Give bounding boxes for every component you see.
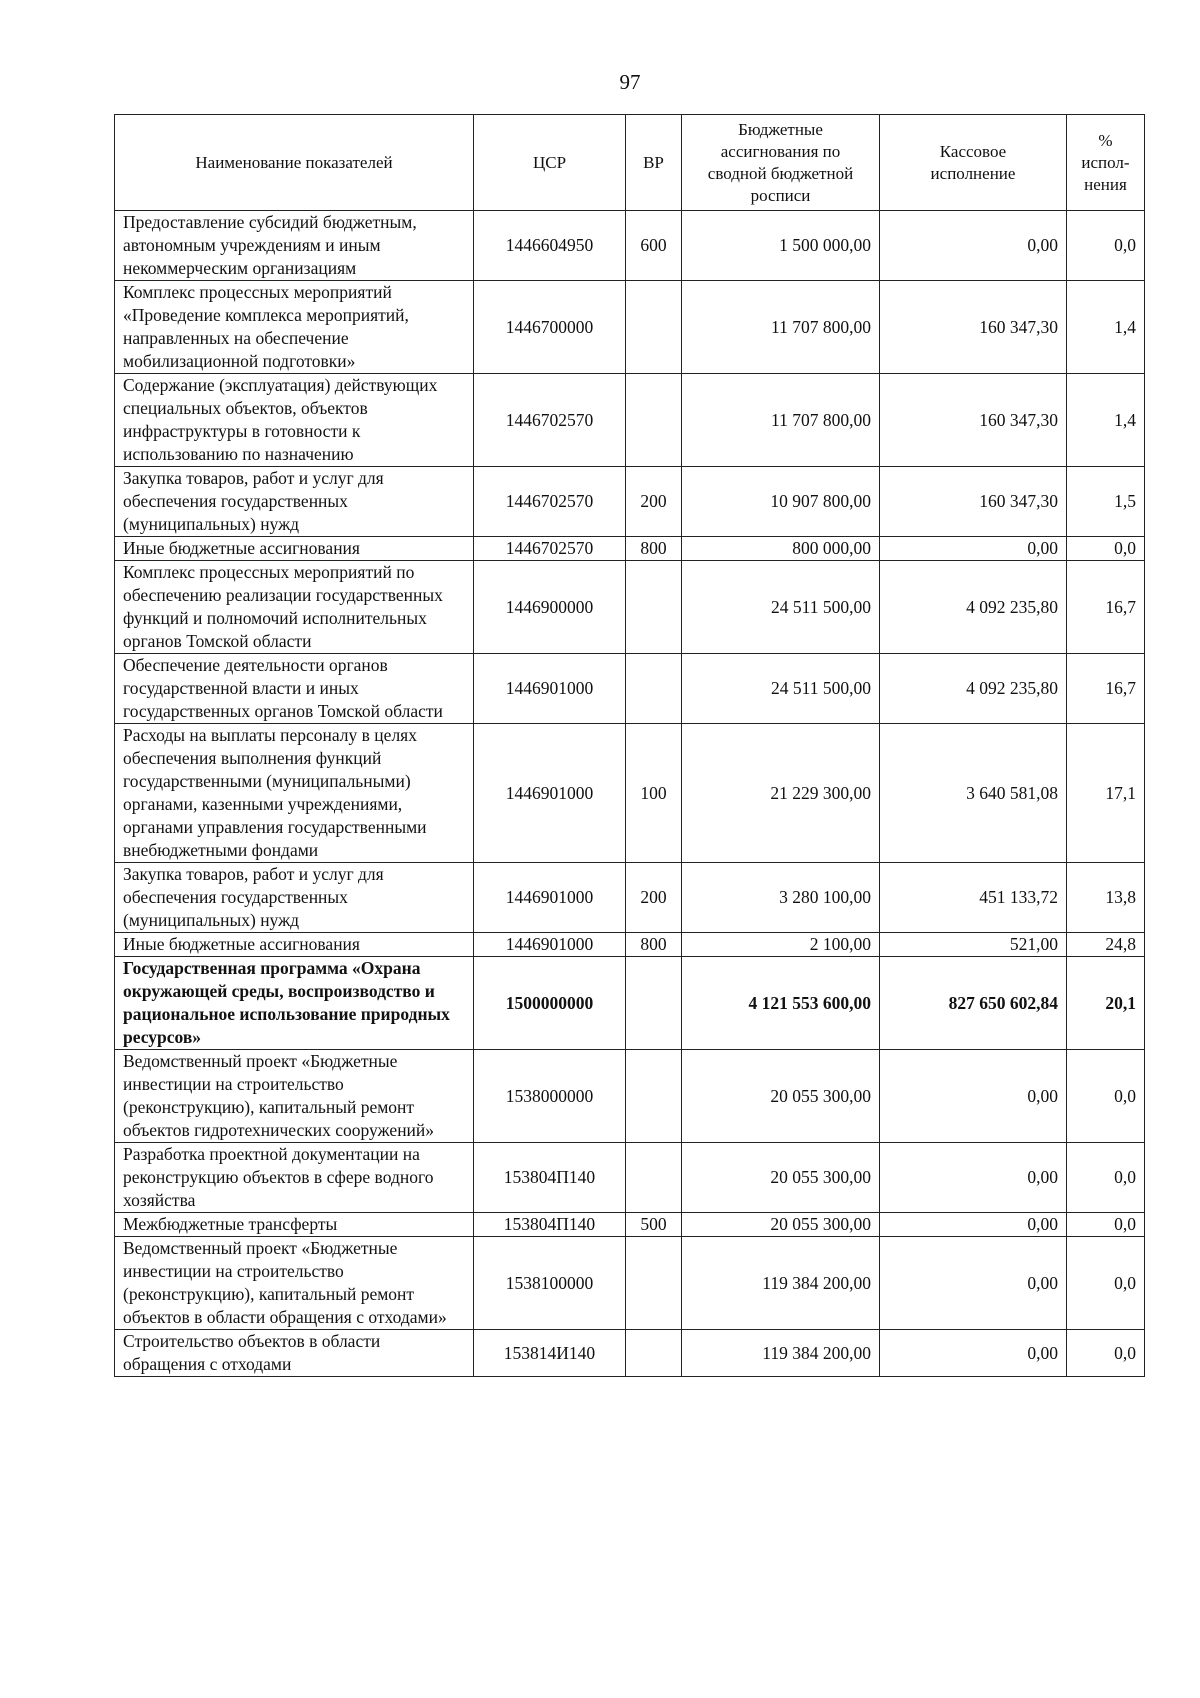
cell-name: Обеспечение деятельности органов государственной власти и иных государственных органов Томской области bbox=[115, 654, 474, 724]
cell-cash: 0,00 bbox=[880, 1143, 1067, 1213]
cell-name: Содержание (эксплуатация) действующих специальных объектов, объектов инфраструктуры в готовности к использованию по назначению bbox=[115, 374, 474, 467]
cell-csr: 153814И140 bbox=[474, 1330, 626, 1377]
cell-budget: 21 229 300,00 bbox=[682, 724, 880, 863]
cell-csr: 1446702570 bbox=[474, 537, 626, 561]
cell-vr: 200 bbox=[626, 863, 682, 933]
cell-pct: 13,8 bbox=[1067, 863, 1145, 933]
cell-csr: 1446901000 bbox=[474, 863, 626, 933]
cell-cash: 0,00 bbox=[880, 537, 1067, 561]
table-row bbox=[115, 467, 1145, 537]
cell-name: Разработка проектной документации на реконструкцию объектов в сфере водного хозяйства bbox=[115, 1143, 474, 1213]
budget-table bbox=[114, 114, 1145, 1377]
cell-budget: 1 500 000,00 bbox=[682, 211, 880, 281]
cell-budget: 800 000,00 bbox=[682, 537, 880, 561]
cell-csr: 153804П140 bbox=[474, 1143, 626, 1213]
cell-cash: 451 133,72 bbox=[880, 863, 1067, 933]
header-pct: % испол-нения bbox=[1067, 115, 1145, 211]
cell-vr bbox=[626, 1330, 682, 1377]
cell-cash: 160 347,30 bbox=[880, 281, 1067, 374]
table-row bbox=[115, 1330, 1145, 1377]
header-csr: ЦСР bbox=[474, 115, 626, 211]
header-cash: Кассовое исполнение bbox=[880, 115, 1067, 211]
cell-pct: 1,5 bbox=[1067, 467, 1145, 537]
table-row bbox=[115, 654, 1145, 724]
cell-csr: 1446901000 bbox=[474, 654, 626, 724]
cell-budget: 4 121 553 600,00 bbox=[682, 957, 880, 1050]
cell-vr bbox=[626, 1050, 682, 1143]
cell-vr bbox=[626, 654, 682, 724]
cell-cash: 160 347,30 bbox=[880, 374, 1067, 467]
cell-name: Закупка товаров, работ и услуг для обеспечения государственных (муниципальных) нужд bbox=[115, 863, 474, 933]
cell-cash: 827 650 602,84 bbox=[880, 957, 1067, 1050]
cell-csr: 1538100000 bbox=[474, 1237, 626, 1330]
cell-budget: 11 707 800,00 bbox=[682, 374, 880, 467]
table-row bbox=[115, 863, 1145, 933]
cell-cash: 4 092 235,80 bbox=[880, 561, 1067, 654]
cell-pct: 0,0 bbox=[1067, 1213, 1145, 1237]
cell-vr: 100 bbox=[626, 724, 682, 863]
cell-csr: 1446901000 bbox=[474, 933, 626, 957]
table-row bbox=[115, 211, 1145, 281]
cell-name: Иные бюджетные ассигнования bbox=[115, 933, 474, 957]
page-number: 97 bbox=[619, 70, 641, 94]
cell-vr bbox=[626, 957, 682, 1050]
cell-csr: 153804П140 bbox=[474, 1213, 626, 1237]
cell-vr: 200 bbox=[626, 467, 682, 537]
cell-budget: 3 280 100,00 bbox=[682, 863, 880, 933]
cell-name: Строительство объектов в области обращения с отходами bbox=[115, 1330, 474, 1377]
cell-pct: 16,7 bbox=[1067, 561, 1145, 654]
cell-cash: 0,00 bbox=[880, 1050, 1067, 1143]
cell-cash: 0,00 bbox=[880, 211, 1067, 281]
header-budget: Бюджетные ассигнования по сводной бюджетной росписи bbox=[682, 115, 880, 211]
cell-name: Предоставление субсидий бюджетным, автономным учреждениям и иным некоммерческим организациям bbox=[115, 211, 474, 281]
header-name: Наименование показателей bbox=[115, 115, 474, 211]
cell-budget: 119 384 200,00 bbox=[682, 1237, 880, 1330]
cell-pct: 1,4 bbox=[1067, 374, 1145, 467]
cell-pct: 24,8 bbox=[1067, 933, 1145, 957]
cell-vr: 600 bbox=[626, 211, 682, 281]
table-row bbox=[115, 1050, 1145, 1143]
cell-cash: 521,00 bbox=[880, 933, 1067, 957]
cell-budget: 20 055 300,00 bbox=[682, 1143, 880, 1213]
header-vr: ВР bbox=[626, 115, 682, 211]
cell-pct: 1,4 bbox=[1067, 281, 1145, 374]
cell-vr bbox=[626, 1237, 682, 1330]
table-row bbox=[115, 724, 1145, 863]
cell-name: Государственная программа «Охрана окружающей среды, воспроизводство и рациональное использование природных ресурсов» bbox=[115, 957, 474, 1050]
cell-budget: 24 511 500,00 bbox=[682, 561, 880, 654]
table-row bbox=[115, 1237, 1145, 1330]
table-row bbox=[115, 1213, 1145, 1237]
cell-csr: 1500000000 bbox=[474, 957, 626, 1050]
cell-cash: 160 347,30 bbox=[880, 467, 1067, 537]
cell-name: Межбюджетные трансферты bbox=[115, 1213, 474, 1237]
cell-pct: 17,1 bbox=[1067, 724, 1145, 863]
cell-csr: 1446604950 bbox=[474, 211, 626, 281]
cell-vr bbox=[626, 561, 682, 654]
cell-budget: 119 384 200,00 bbox=[682, 1330, 880, 1377]
cell-vr bbox=[626, 1143, 682, 1213]
cell-pct: 0,0 bbox=[1067, 1330, 1145, 1377]
table-row bbox=[115, 933, 1145, 957]
cell-cash: 0,00 bbox=[880, 1213, 1067, 1237]
cell-name: Иные бюджетные ассигнования bbox=[115, 537, 474, 561]
cell-cash: 3 640 581,08 bbox=[880, 724, 1067, 863]
cell-pct: 0,0 bbox=[1067, 1143, 1145, 1213]
cell-vr: 800 bbox=[626, 537, 682, 561]
table-header-row bbox=[115, 115, 1145, 211]
cell-name: Ведомственный проект «Бюджетные инвестиции на строительство (реконструкцию), капитальный ремонт объектов гидротехнических сооружений» bbox=[115, 1050, 474, 1143]
cell-name: Комплекс процессных мероприятий «Проведение комплекса мероприятий, направленных на обеспечение мобилизационной подготовки» bbox=[115, 281, 474, 374]
cell-budget: 24 511 500,00 bbox=[682, 654, 880, 724]
cell-csr: 1446901000 bbox=[474, 724, 626, 863]
cell-name: Ведомственный проект «Бюджетные инвестиции на строительство (реконструкцию), капитальный ремонт объектов в области обращения с отходами» bbox=[115, 1237, 474, 1330]
cell-csr: 1446700000 bbox=[474, 281, 626, 374]
cell-budget: 11 707 800,00 bbox=[682, 281, 880, 374]
cell-name: Комплекс процессных мероприятий по обеспечению реализации государственных функций и полномочий исполнительных органов Томской области bbox=[115, 561, 474, 654]
cell-csr: 1446702570 bbox=[474, 467, 626, 537]
table-row bbox=[115, 537, 1145, 561]
cell-cash: 4 092 235,80 bbox=[880, 654, 1067, 724]
cell-csr: 1538000000 bbox=[474, 1050, 626, 1143]
cell-name: Закупка товаров, работ и услуг для обеспечения государственных (муниципальных) нужд bbox=[115, 467, 474, 537]
cell-budget: 20 055 300,00 bbox=[682, 1213, 880, 1237]
cell-budget: 2 100,00 bbox=[682, 933, 880, 957]
cell-pct: 0,0 bbox=[1067, 1050, 1145, 1143]
cell-pct: 16,7 bbox=[1067, 654, 1145, 724]
cell-csr: 1446900000 bbox=[474, 561, 626, 654]
cell-pct: 0,0 bbox=[1067, 1237, 1145, 1330]
cell-budget: 20 055 300,00 bbox=[682, 1050, 880, 1143]
table-row bbox=[115, 1143, 1145, 1213]
table-row bbox=[115, 957, 1145, 1050]
cell-vr: 500 bbox=[626, 1213, 682, 1237]
cell-pct: 0,0 bbox=[1067, 211, 1145, 281]
cell-cash: 0,00 bbox=[880, 1330, 1067, 1377]
cell-pct: 20,1 bbox=[1067, 957, 1145, 1050]
cell-csr: 1446702570 bbox=[474, 374, 626, 467]
cell-pct: 0,0 bbox=[1067, 537, 1145, 561]
cell-vr bbox=[626, 281, 682, 374]
table-row bbox=[115, 374, 1145, 467]
cell-budget: 10 907 800,00 bbox=[682, 467, 880, 537]
cell-vr bbox=[626, 374, 682, 467]
table-row bbox=[115, 281, 1145, 374]
cell-cash: 0,00 bbox=[880, 1237, 1067, 1330]
cell-name: Расходы на выплаты персоналу в целях обеспечения выполнения функций государственными (муниципальными) органами, казенными учреждениями, органами управления государственными внебюджетными фондами bbox=[115, 724, 474, 863]
cell-vr: 800 bbox=[626, 933, 682, 957]
table-row bbox=[115, 561, 1145, 654]
